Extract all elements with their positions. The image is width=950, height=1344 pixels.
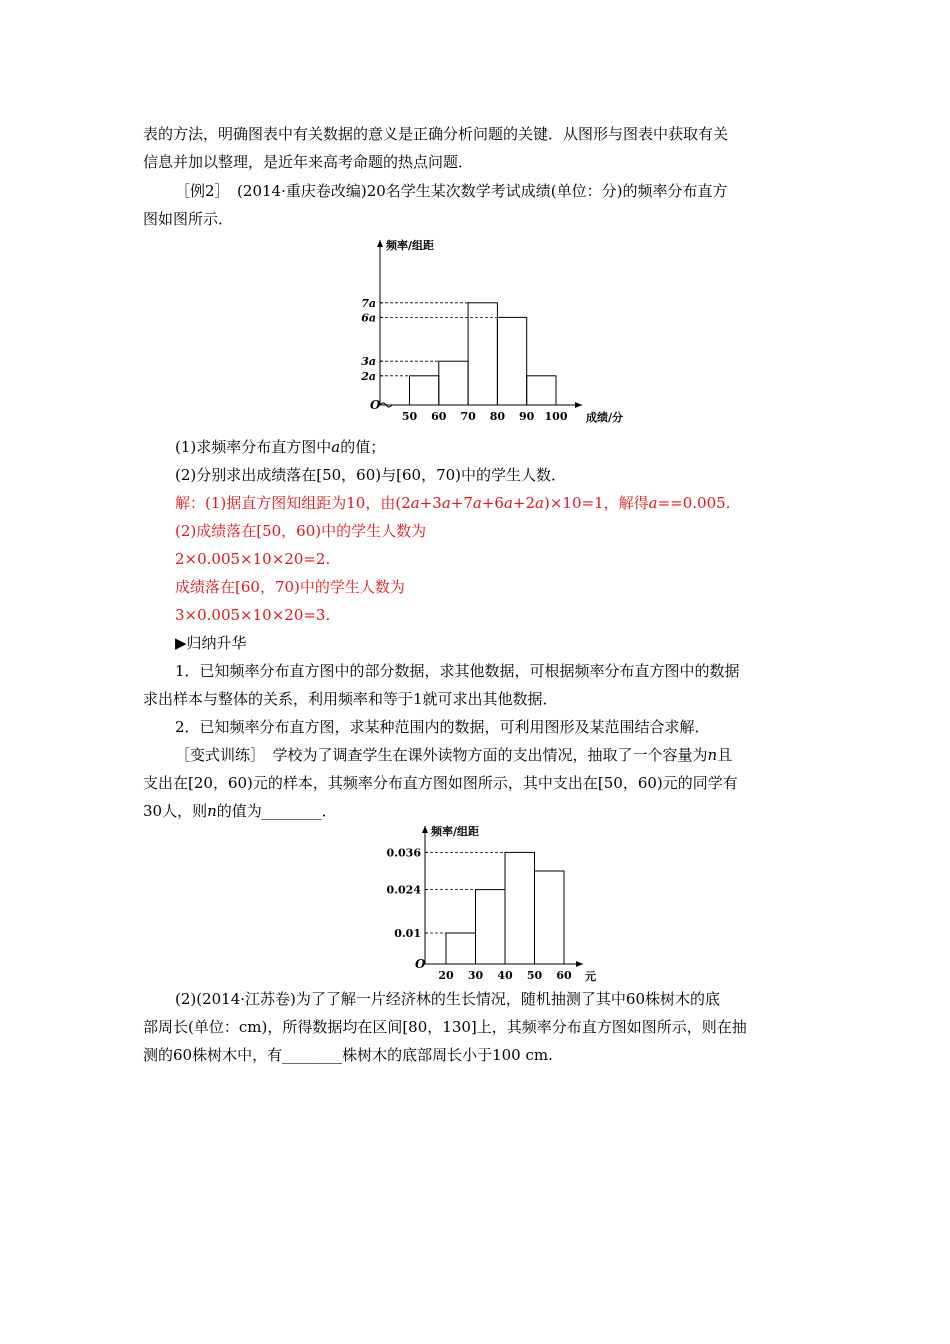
x-axis-label: 元 (585, 970, 596, 982)
variable-a: a (648, 494, 658, 512)
histogram-bar (505, 852, 535, 964)
variable-a: a (410, 494, 420, 512)
text-line: 1．已知频率分布直方图中的部分数据，求其他数据，可根据频率分布直方图中的数据 (175, 662, 740, 680)
text-line: 信息并加以整理，是近年来高考命题的热点问题． (143, 153, 474, 171)
question-text: 的值； (340, 438, 386, 456)
histogram-bar (476, 890, 506, 964)
y-tick-label: 2a (361, 369, 376, 383)
example-heading-line: ［例2］ (2014·重庆卷改编)20名学生某次数学考试成绩(单位：分)的频率分布直方 (175, 182, 728, 200)
variant-text: ［变式训练］ 学校为了调查学生在课外读物方面的支出情况，抽取了一个容量为 (175, 746, 708, 764)
y-tick-label: 0.036 (386, 846, 421, 860)
histogram-figure-2 (380, 822, 610, 982)
variant-line (175, 745, 732, 765)
x-tick-label: 90 (519, 410, 535, 423)
histogram-bar (497, 317, 526, 405)
histogram-chart-2 (380, 822, 610, 982)
text-line: 求出样本与整体的关系，利用频率和等于1就可求出其他数据． (143, 690, 558, 708)
origin-label: O (415, 957, 426, 971)
x-axis-arrow (575, 402, 582, 408)
text-line: 2．已知频率分布直方图，求某种范围内的数据，可利用图形及某范围结合求解． (175, 718, 710, 736)
histogram-bar (446, 933, 476, 964)
y-axis-arrow (422, 826, 428, 833)
variant-line (143, 801, 337, 821)
x-tick-label: 80 (489, 410, 506, 423)
variant-text: 且 (717, 746, 733, 764)
solution-line: 成绩落在[60，70)中的学生人数为 (175, 578, 405, 596)
solution-line: (2)成绩落在[50，60)中的学生人数为 (175, 522, 427, 540)
y-tick-label: 3a (361, 355, 376, 369)
variable-a: a (503, 494, 513, 512)
solution-text: 解：(1)据直方图知组距为10，由(2 (175, 494, 411, 512)
solution-text: +2 (512, 494, 536, 512)
x-tick-label: 20 (438, 969, 454, 982)
x-axis-arrow (576, 961, 583, 967)
solution-text: +6 (481, 494, 504, 512)
histogram-bar (535, 871, 565, 964)
solution-line: 3×0.005×10×20=3. (175, 606, 331, 624)
histogram-bar (439, 361, 468, 405)
solution-text: +3 (419, 494, 442, 512)
y-tick-label: 7a (361, 296, 376, 310)
question-line: (2)分别求出成绩落在[50，60)与[60，70)中的学生人数． (175, 466, 567, 484)
variant-text: 的值为________． (216, 802, 337, 820)
x-tick-label: 60 (556, 969, 572, 982)
y-tick-label: 0.024 (386, 883, 421, 897)
histogram-bar (527, 376, 556, 405)
question-line (175, 437, 385, 457)
text-line: 部周长(单位：cm)，所得数据均在区间[80，130]上，其频率分布直方图如图所示，则在抽 (143, 1018, 747, 1036)
solution-line (175, 493, 730, 513)
histogram-bar (468, 303, 497, 405)
solution-text: ==0.005. (657, 494, 731, 512)
y-axis-label: 频率/组距 (386, 239, 435, 252)
x-tick-label: 60 (431, 410, 447, 423)
text-line: 测的60株树木中，有________株树木的底部周长小于100 cm. (143, 1046, 553, 1064)
variable-a: a (441, 494, 451, 512)
variable-a: a (331, 438, 341, 456)
histogram-figure-1 (360, 236, 640, 432)
variable-a: a (535, 494, 544, 512)
summary-heading: ▶归纳升华 (175, 634, 247, 652)
variant-line: 支出在[20，60)元的样本，其频率分布直方图如图所示，其中支出在[50，60)元的同学有 (143, 774, 738, 792)
x-tick-label: 50 (526, 969, 543, 982)
x-tick-label: 100 (544, 410, 568, 423)
variable-n: n (207, 802, 217, 820)
variable-n: n (707, 746, 718, 764)
x-tick-label: 70 (460, 410, 476, 423)
x-axis-label: 成绩/分 (586, 411, 624, 424)
solution-text: +7 (450, 494, 473, 512)
histogram-chart-1 (360, 236, 640, 432)
y-axis-arrow (377, 240, 383, 247)
y-tick-label: 6a (361, 311, 376, 325)
x-tick-label: 40 (497, 969, 513, 982)
y-axis-label: 频率/组距 (431, 825, 480, 838)
solution-text: )×10=1，解得 (544, 494, 649, 512)
histogram-bar (410, 376, 439, 405)
y-tick-label: 0.01 (394, 927, 421, 940)
variable-a: a (472, 494, 482, 512)
text-line: 表的方法，明确图表中有关数据的意义是正确分析问题的关键．从图形与图表中获取有关 (143, 125, 729, 143)
text-line: (2)(2014·江苏卷)为了了解一片经济林的生长情况，随机抽测了其中60株树木的底 (175, 990, 720, 1008)
question-text: (1)求频率分布直方图中 (175, 438, 332, 456)
variant-text: 30人，则 (143, 802, 208, 820)
x-tick-label: 30 (467, 969, 484, 982)
solution-line: 2×0.005×10×20=2. (175, 550, 331, 568)
x-tick-label: 50 (401, 410, 418, 423)
origin-label: O (370, 398, 381, 412)
text-line: 图如图所示． (143, 210, 234, 228)
